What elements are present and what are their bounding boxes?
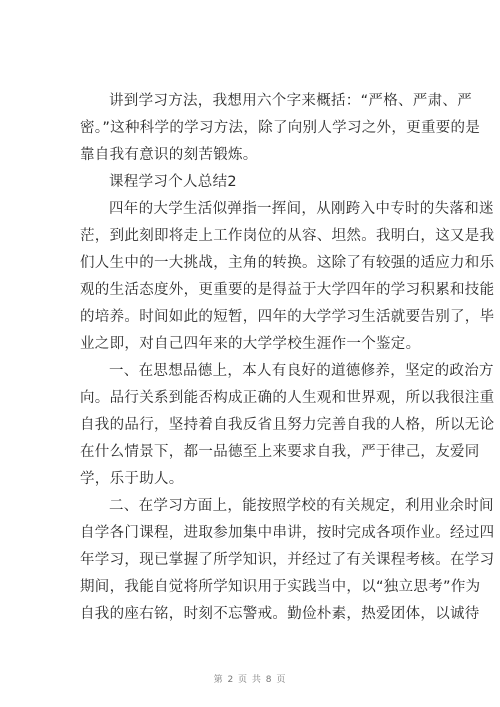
paragraph-1-line-1: 讲到学习方法，我想用六个字来概括：“严格、严肃、严 <box>109 93 473 109</box>
paragraph-1-line-3: 靠自我有意识的刻苦锻炼。 <box>80 147 258 163</box>
paragraph-3-line-3: 自我的品行，坚持着自我反省且努力完善自我的人格，所以无论 <box>80 417 495 433</box>
paragraph-1-line-2: 密。”这种科学的学习方法，除了向别人学习之外，更重要的是 <box>80 120 481 136</box>
paragraph-3-line-2: 向。品行关系到能否构成正确的人生观和世界观，所以我很注重 <box>80 390 495 406</box>
paragraph-4-line-2: 自学各门课程，进取参加集中串讲，按时完成各项作业。经过四 <box>80 525 495 541</box>
paragraph-2-line-4: 观的生活态度外，更重要的是得益于大学四年的学习积累和技能 <box>80 282 495 298</box>
paragraph-2-line-2: 茫，到此刻即将走上工作岗位的从容、坦然。我明白，这又是我 <box>80 228 495 244</box>
paragraph-2-line-6: 业之即，对自己四年来的大学学校生涯作一个鉴定。 <box>80 336 421 352</box>
paragraph-4-line-1: 二、在学习方面上，能按照学校的有关规定，利用业余时间 <box>109 498 494 514</box>
section-heading: 课程学习个人总结2 <box>109 174 237 190</box>
paragraph-2-line-5: 的培养。时间如此的短暂，四年的大学学习生活就要告别了，毕 <box>80 309 495 325</box>
paragraph-4-line-4: 期间，我能自觉将所学知识用于实践当中，以“独立思考”作为 <box>80 579 481 595</box>
page-number-footer: 第 2 页 共 8 页 <box>213 675 287 685</box>
paragraph-2-line-1: 四年的大学生活似弹指一挥间，从刚跨入中专时的失落和迷 <box>109 201 494 217</box>
paragraph-4-line-5: 自我的座右铭，时刻不忘警戒。勤俭朴素，热爱团体，以诚待 <box>80 606 480 622</box>
paragraph-4-line-3: 年学习，现已掌握了所学知识，并经过了有关课程考核。在学习 <box>80 552 495 568</box>
paragraph-3-line-4: 在什么情景下，都一品德至上来要求自我，严于律己，友爱同 <box>80 444 480 460</box>
paragraph-2-line-3: 们人生中的一大挑战，主角的转换。这除了有较强的适应力和乐 <box>80 255 495 271</box>
paragraph-3-line-5: 学，乐于助人。 <box>80 471 184 487</box>
paragraph-3-line-1: 一、在思想品德上，本人有良好的道德修养，坚定的政治方 <box>109 363 494 379</box>
